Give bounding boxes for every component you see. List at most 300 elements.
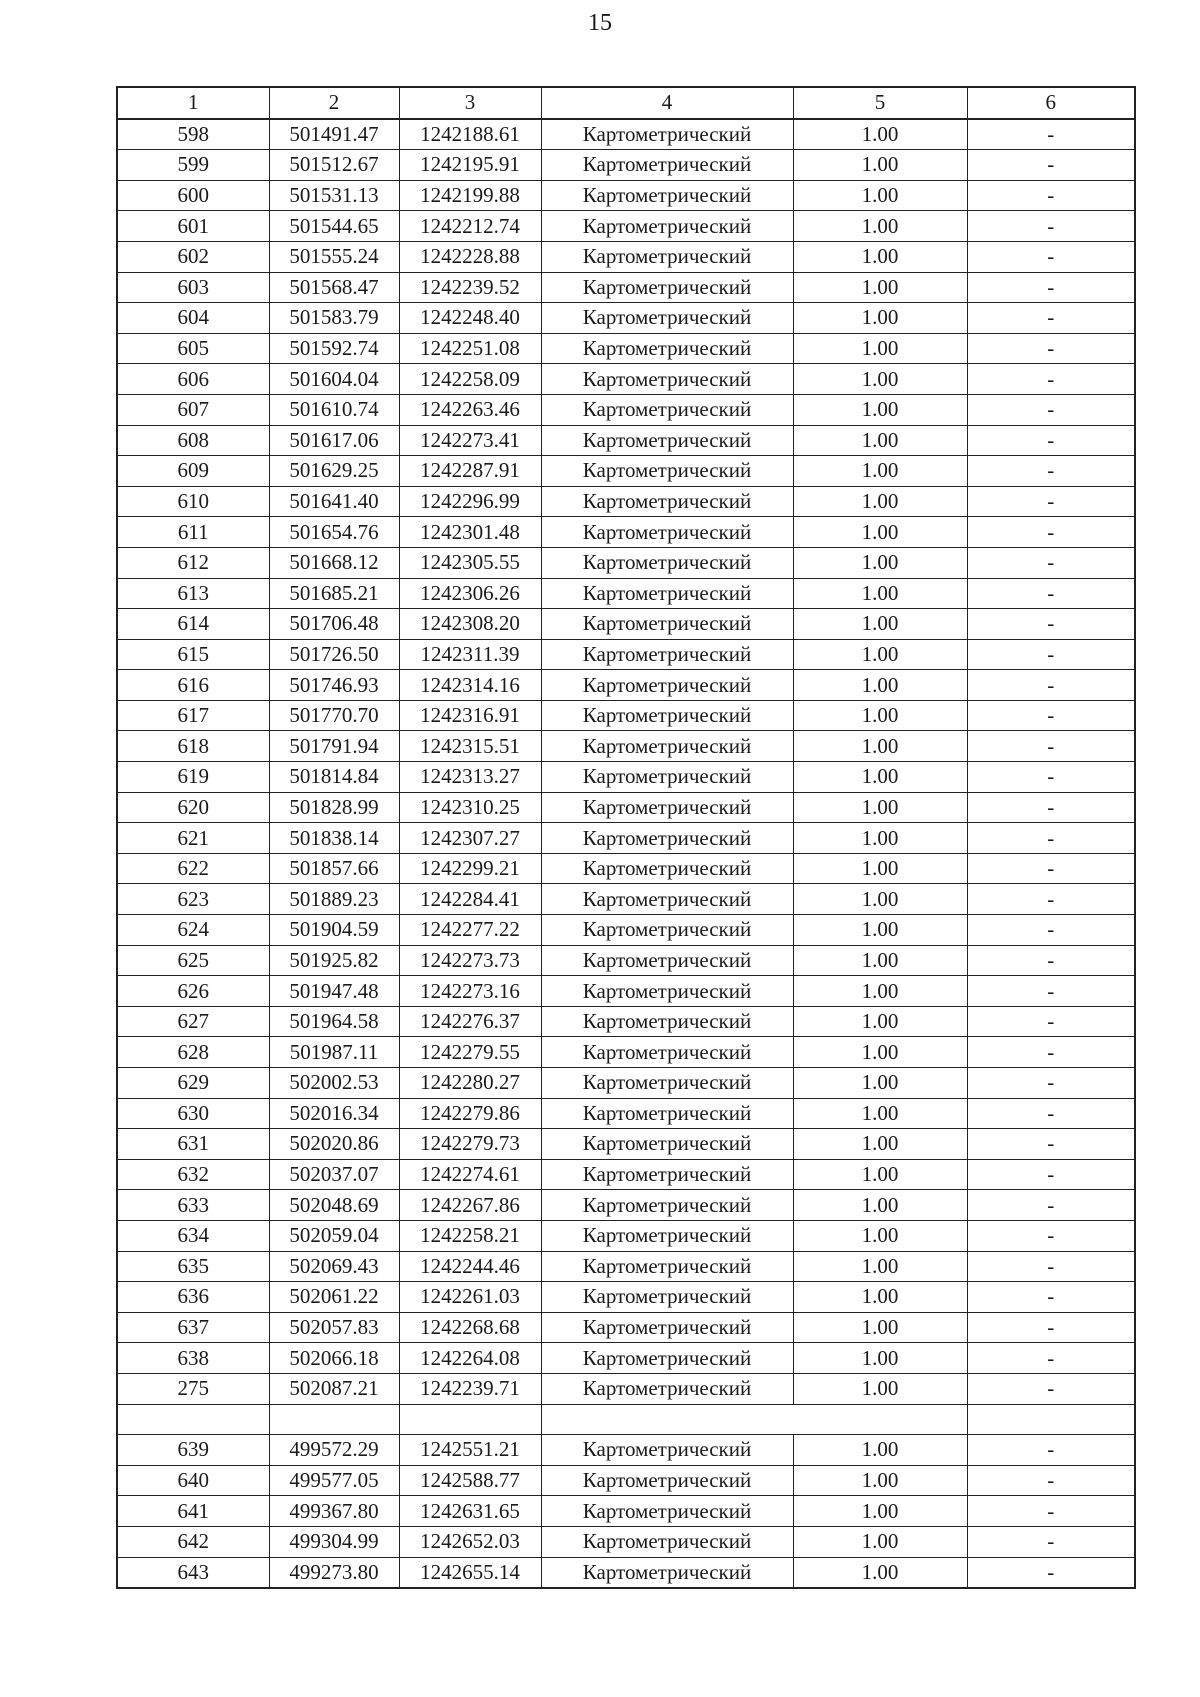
accuracy-cell: 1.00 [793,486,967,517]
method-cell [541,1404,793,1435]
y-coordinate-cell: 1242284.41 [399,884,541,915]
note-cell: - [967,1435,1135,1466]
y-coordinate-cell: 1242301.48 [399,517,541,548]
table-row [117,425,1135,456]
x-coordinate-cell: 501814.84 [269,762,399,793]
table-row [117,180,1135,211]
x-coordinate-cell: 501641.40 [269,486,399,517]
accuracy-cell: 1.00 [793,425,967,456]
accuracy-cell: 1.00 [793,547,967,578]
method-cell: Картометрический [541,1526,793,1557]
y-coordinate-cell: 1242305.55 [399,547,541,578]
point-number-cell: 598 [117,119,269,150]
note-cell: - [967,976,1135,1007]
y-coordinate-cell: 1242277.22 [399,915,541,946]
accuracy-cell: 1.00 [793,639,967,670]
table-row [117,1037,1135,1068]
x-coordinate-cell: 501491.47 [269,119,399,150]
note-cell: - [967,884,1135,915]
y-coordinate-cell: 1242655.14 [399,1557,541,1588]
x-coordinate-cell: 502016.34 [269,1098,399,1129]
x-coordinate-cell: 501746.93 [269,670,399,701]
x-coordinate-cell: 499572.29 [269,1435,399,1466]
point-number-cell: 608 [117,425,269,456]
accuracy-cell: 1.00 [793,1251,967,1282]
x-coordinate-cell: 501629.25 [269,456,399,487]
point-number-cell: 602 [117,241,269,272]
point-number-cell: 635 [117,1251,269,1282]
table-row [117,1006,1135,1037]
note-cell: - [967,945,1135,976]
point-number-cell: 615 [117,639,269,670]
y-coordinate-cell: 1242280.27 [399,1068,541,1099]
accuracy-cell: 1.00 [793,150,967,181]
table-row [117,333,1135,364]
x-coordinate-cell: 502057.83 [269,1312,399,1343]
table-row [117,1220,1135,1251]
point-number-cell: 604 [117,303,269,334]
table-row [117,1159,1135,1190]
method-cell: Картометрический [541,1312,793,1343]
table-row [117,1373,1135,1404]
accuracy-cell: 1.00 [793,1129,967,1160]
accuracy-cell: 1.00 [793,731,967,762]
note-cell: - [967,1159,1135,1190]
y-coordinate-cell: 1242273.41 [399,425,541,456]
note-cell: - [967,700,1135,731]
note-cell: - [967,731,1135,762]
accuracy-cell [793,1404,967,1435]
point-number-cell: 623 [117,884,269,915]
coordinates-table [116,86,1136,1589]
method-cell: Картометрический [541,578,793,609]
point-number-cell: 634 [117,1220,269,1251]
accuracy-cell: 1.00 [793,1068,967,1099]
note-cell: - [967,1373,1135,1404]
note-cell: - [967,150,1135,181]
table-row [117,1435,1135,1466]
table-row [117,211,1135,242]
y-coordinate-cell: 1242631.65 [399,1496,541,1527]
y-coordinate-cell: 1242188.61 [399,119,541,150]
accuracy-cell: 1.00 [793,333,967,364]
accuracy-cell: 1.00 [793,762,967,793]
x-coordinate-cell: 501964.58 [269,1006,399,1037]
method-cell: Картометрический [541,394,793,425]
note-cell [967,1404,1135,1435]
point-number-cell: 632 [117,1159,269,1190]
accuracy-cell: 1.00 [793,1098,967,1129]
table-row [117,241,1135,272]
note-cell: - [967,853,1135,884]
accuracy-cell: 1.00 [793,272,967,303]
x-coordinate-cell: 501668.12 [269,547,399,578]
point-number-cell: 600 [117,180,269,211]
y-coordinate-cell: 1242308.20 [399,609,541,640]
table-row [117,1343,1135,1374]
accuracy-cell: 1.00 [793,211,967,242]
point-number-cell: 622 [117,853,269,884]
method-cell: Картометрический [541,853,793,884]
point-number-cell: 643 [117,1557,269,1588]
x-coordinate-cell: 502066.18 [269,1343,399,1374]
y-coordinate-cell: 1242310.25 [399,792,541,823]
x-coordinate-cell: 501857.66 [269,853,399,884]
point-number-cell: 642 [117,1526,269,1557]
table-row [117,517,1135,548]
accuracy-cell: 1.00 [793,1006,967,1037]
x-coordinate-cell: 501610.74 [269,394,399,425]
note-cell: - [967,180,1135,211]
method-cell: Картометрический [541,1098,793,1129]
column-header-6: 6 [967,87,1135,119]
accuracy-cell: 1.00 [793,1373,967,1404]
x-coordinate-cell: 501544.65 [269,211,399,242]
x-coordinate-cell: 501889.23 [269,884,399,915]
y-coordinate-cell: 1242212.74 [399,211,541,242]
column-header-2: 2 [269,87,399,119]
table-row [117,1129,1135,1160]
accuracy-cell: 1.00 [793,241,967,272]
point-number-cell: 641 [117,1496,269,1527]
y-coordinate-cell: 1242279.73 [399,1129,541,1160]
accuracy-cell: 1.00 [793,394,967,425]
table-row [117,945,1135,976]
table-row [117,1465,1135,1496]
note-cell: - [967,1312,1135,1343]
y-coordinate-cell: 1242267.86 [399,1190,541,1221]
table-row [117,731,1135,762]
note-cell: - [967,1037,1135,1068]
method-cell: Картометрический [541,333,793,364]
accuracy-cell: 1.00 [793,1159,967,1190]
y-coordinate-cell: 1242296.99 [399,486,541,517]
y-coordinate-cell: 1242228.88 [399,241,541,272]
method-cell: Картометрический [541,792,793,823]
table-row [117,792,1135,823]
point-number-cell: 640 [117,1465,269,1496]
accuracy-cell: 1.00 [793,303,967,334]
y-coordinate-cell: 1242199.88 [399,180,541,211]
x-coordinate-cell: 499367.80 [269,1496,399,1527]
method-cell: Картометрический [541,762,793,793]
table-row [117,1068,1135,1099]
y-coordinate-cell: 1242263.46 [399,394,541,425]
x-coordinate-cell: 501555.24 [269,241,399,272]
method-cell: Картометрический [541,1129,793,1160]
x-coordinate-cell: 501654.76 [269,517,399,548]
method-cell: Картометрический [541,700,793,731]
note-cell: - [967,639,1135,670]
method-cell: Картометрический [541,364,793,395]
y-coordinate-cell: 1242588.77 [399,1465,541,1496]
y-coordinate-cell: 1242299.21 [399,853,541,884]
point-number-cell: 629 [117,1068,269,1099]
note-cell: - [967,1465,1135,1496]
table-row [117,119,1135,150]
table-row [117,670,1135,701]
x-coordinate-cell: 499273.80 [269,1557,399,1588]
x-coordinate-cell: 502069.43 [269,1251,399,1282]
note-cell: - [967,272,1135,303]
x-coordinate-cell: 501531.13 [269,180,399,211]
y-coordinate-cell: 1242279.86 [399,1098,541,1129]
note-cell: - [967,1006,1135,1037]
note-cell: - [967,578,1135,609]
method-cell: Картометрический [541,456,793,487]
method-cell: Картометрический [541,1251,793,1282]
point-number-cell: 638 [117,1343,269,1374]
method-cell: Картометрический [541,180,793,211]
point-number-cell: 633 [117,1190,269,1221]
note-cell: - [967,1557,1135,1588]
point-number-cell: 637 [117,1312,269,1343]
method-cell: Картометрический [541,1435,793,1466]
note-cell: - [967,119,1135,150]
note-cell: - [967,333,1135,364]
x-coordinate-cell: 501568.47 [269,272,399,303]
method-cell: Картометрический [541,211,793,242]
y-coordinate-cell: 1242311.39 [399,639,541,670]
x-coordinate-cell: 501925.82 [269,945,399,976]
note-cell: - [967,1068,1135,1099]
y-coordinate-cell: 1242313.27 [399,762,541,793]
point-number-cell: 606 [117,364,269,395]
method-cell: Картометрический [541,884,793,915]
method-cell: Картометрический [541,976,793,1007]
point-number-cell: 599 [117,150,269,181]
y-coordinate-cell: 1242268.68 [399,1312,541,1343]
note-cell: - [967,303,1135,334]
table-row [117,394,1135,425]
point-number-cell: 601 [117,211,269,242]
table-row [117,823,1135,854]
accuracy-cell: 1.00 [793,1037,967,1068]
table-row [117,762,1135,793]
accuracy-cell: 1.00 [793,915,967,946]
point-number-cell: 617 [117,700,269,731]
accuracy-cell: 1.00 [793,792,967,823]
table-row [117,1496,1135,1527]
column-header-5: 5 [793,87,967,119]
point-number-cell: 609 [117,456,269,487]
accuracy-cell: 1.00 [793,1496,967,1527]
y-coordinate-cell: 1242315.51 [399,731,541,762]
table-row [117,456,1135,487]
note-cell: - [967,670,1135,701]
note-cell: - [967,1190,1135,1221]
point-number-cell: 636 [117,1282,269,1313]
accuracy-cell: 1.00 [793,180,967,211]
x-coordinate-cell: 501617.06 [269,425,399,456]
note-cell: - [967,1526,1135,1557]
point-number-cell: 618 [117,731,269,762]
table-row [117,915,1135,946]
note-cell: - [967,364,1135,395]
accuracy-cell: 1.00 [793,1526,967,1557]
y-coordinate-cell: 1242251.08 [399,333,541,364]
point-number-cell: 610 [117,486,269,517]
point-number-cell: 603 [117,272,269,303]
y-coordinate-cell: 1242273.73 [399,945,541,976]
table-row [117,700,1135,731]
accuracy-cell: 1.00 [793,1557,967,1588]
point-number-cell: 611 [117,517,269,548]
y-coordinate-cell: 1242274.61 [399,1159,541,1190]
note-cell: - [967,1343,1135,1374]
accuracy-cell: 1.00 [793,1465,967,1496]
point-number-cell: 627 [117,1006,269,1037]
point-number-cell: 275 [117,1373,269,1404]
note-cell: - [967,1251,1135,1282]
x-coordinate-cell: 502048.69 [269,1190,399,1221]
method-cell: Картометрический [541,1343,793,1374]
x-coordinate-cell: 501770.70 [269,700,399,731]
accuracy-cell: 1.00 [793,1312,967,1343]
table-row [117,578,1135,609]
table-row [117,150,1135,181]
method-cell: Картометрический [541,1220,793,1251]
y-coordinate-cell: 1242276.37 [399,1006,541,1037]
x-coordinate-cell: 501904.59 [269,915,399,946]
x-coordinate-cell: 502002.53 [269,1068,399,1099]
note-cell: - [967,823,1135,854]
table-row [117,884,1135,915]
x-coordinate-cell: 502037.07 [269,1159,399,1190]
method-cell: Картометрический [541,1282,793,1313]
table-row [117,1098,1135,1129]
page-number: 15 [588,10,612,36]
column-header-4: 4 [541,87,793,119]
method-cell: Картометрический [541,731,793,762]
point-number-cell: 630 [117,1098,269,1129]
method-cell: Картометрический [541,303,793,334]
note-cell: - [967,1098,1135,1129]
method-cell: Картометрический [541,639,793,670]
point-number-cell: 619 [117,762,269,793]
x-coordinate-cell: 501828.99 [269,792,399,823]
x-coordinate-cell: 501592.74 [269,333,399,364]
note-cell: - [967,547,1135,578]
x-coordinate-cell: 502059.04 [269,1220,399,1251]
method-cell: Картометрический [541,1465,793,1496]
x-coordinate-cell: 501512.67 [269,150,399,181]
y-coordinate-cell: 1242314.16 [399,670,541,701]
y-coordinate-cell: 1242652.03 [399,1526,541,1557]
method-cell: Картометрический [541,1496,793,1527]
table-row [117,547,1135,578]
method-cell: Картометрический [541,915,793,946]
note-cell: - [967,486,1135,517]
y-coordinate-cell: 1242279.55 [399,1037,541,1068]
point-number-cell: 639 [117,1435,269,1466]
point-number-cell: 614 [117,609,269,640]
y-coordinate-cell: 1242195.91 [399,150,541,181]
table-row [117,1312,1135,1343]
accuracy-cell: 1.00 [793,119,967,150]
method-cell: Картометрический [541,272,793,303]
accuracy-cell: 1.00 [793,853,967,884]
table-row [117,976,1135,1007]
x-coordinate-cell: 501791.94 [269,731,399,762]
accuracy-cell: 1.00 [793,609,967,640]
x-coordinate-cell: 501583.79 [269,303,399,334]
column-header-3: 3 [399,87,541,119]
point-number-cell: 613 [117,578,269,609]
method-cell: Картометрический [541,119,793,150]
note-cell: - [967,394,1135,425]
table-row [117,853,1135,884]
method-cell: Картометрический [541,425,793,456]
method-cell: Картометрический [541,547,793,578]
x-coordinate-cell: 501685.21 [269,578,399,609]
x-coordinate-cell: 502087.21 [269,1373,399,1404]
accuracy-cell: 1.00 [793,670,967,701]
y-coordinate-cell: 1242551.21 [399,1435,541,1466]
x-coordinate-cell: 501947.48 [269,976,399,1007]
table-row [117,1251,1135,1282]
accuracy-cell: 1.00 [793,945,967,976]
accuracy-cell: 1.00 [793,578,967,609]
note-cell: - [967,1129,1135,1160]
table-row [117,486,1135,517]
table-row [117,303,1135,334]
method-cell: Картометрический [541,517,793,548]
accuracy-cell: 1.00 [793,700,967,731]
accuracy-cell: 1.00 [793,456,967,487]
method-cell: Картометрический [541,1037,793,1068]
method-cell: Картометрический [541,1159,793,1190]
note-cell: - [967,915,1135,946]
method-cell: Картометрический [541,945,793,976]
column-header-1: 1 [117,87,269,119]
note-cell: - [967,211,1135,242]
method-cell: Картометрический [541,150,793,181]
y-coordinate-cell: 1242258.09 [399,364,541,395]
point-number-cell: 628 [117,1037,269,1068]
x-coordinate-cell: 501987.11 [269,1037,399,1068]
method-cell: Картометрический [541,823,793,854]
y-coordinate-cell: 1242239.52 [399,272,541,303]
note-cell: - [967,609,1135,640]
note-cell: - [967,1496,1135,1527]
x-coordinate-cell [269,1404,399,1435]
point-number-cell: 626 [117,976,269,1007]
point-number-cell: 631 [117,1129,269,1160]
x-coordinate-cell: 501726.50 [269,639,399,670]
table-row [117,364,1135,395]
accuracy-cell: 1.00 [793,1190,967,1221]
table-row [117,609,1135,640]
method-cell: Картометрический [541,1068,793,1099]
note-cell: - [967,1220,1135,1251]
note-cell: - [967,1282,1135,1313]
accuracy-cell: 1.00 [793,517,967,548]
y-coordinate-cell: 1242287.91 [399,456,541,487]
method-cell: Картометрический [541,241,793,272]
table-row [117,1190,1135,1221]
x-coordinate-cell: 501706.48 [269,609,399,640]
method-cell: Картометрический [541,609,793,640]
accuracy-cell: 1.00 [793,823,967,854]
table-row [117,1557,1135,1588]
point-number-cell: 621 [117,823,269,854]
table-row [117,1526,1135,1557]
x-coordinate-cell: 499577.05 [269,1465,399,1496]
y-coordinate-cell: 1242316.91 [399,700,541,731]
y-coordinate-cell: 1242258.21 [399,1220,541,1251]
accuracy-cell: 1.00 [793,1343,967,1374]
